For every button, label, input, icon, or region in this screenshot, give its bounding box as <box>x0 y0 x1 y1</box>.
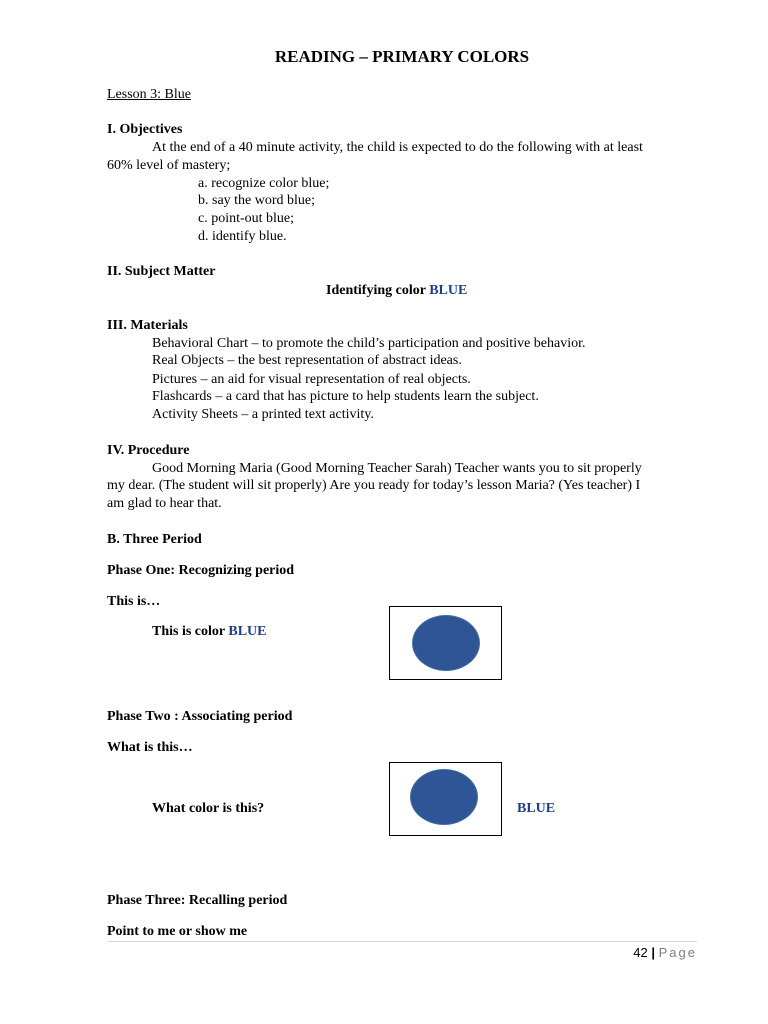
material-item: Activity Sheets – a printed text activity. <box>152 407 374 422</box>
material-item: Flashcards – a card that has picture to help students learn the subject. <box>152 389 539 404</box>
subject-matter-heading: II. Subject Matter <box>107 264 216 279</box>
objective-item: c. point-out blue; <box>198 211 295 226</box>
phase-two-heading: Phase Two : Associating period <box>107 709 293 724</box>
subject-matter-color: BLUE <box>429 283 468 298</box>
procedure-line3: am glad to hear that. <box>107 496 222 511</box>
phase-two-question: What color is this? <box>152 801 265 816</box>
objectives-intro-line2: 60% level of mastery; <box>107 158 231 173</box>
lesson-label: Lesson 3: Blue <box>107 87 191 102</box>
three-period-heading: B. Three Period <box>107 532 202 547</box>
footer-rule <box>107 941 697 942</box>
materials-heading: III. Materials <box>107 318 188 333</box>
phase-three-heading: Phase Three: Recalling period <box>107 893 288 908</box>
phase-one-prefix: This is color <box>152 624 229 639</box>
blue-circle-shape <box>410 769 478 825</box>
objective-item: a. recognize color blue; <box>198 176 330 191</box>
objective-item: b. say the word blue; <box>198 193 316 208</box>
phase-one-heading: Phase One: Recognizing period <box>107 563 295 578</box>
phase-two-prompt: What is this… <box>107 740 193 755</box>
phase-three-prompt: Point to me or show me <box>107 924 248 939</box>
objectives-intro-line1: At the end of a 40 minute activity, the child is expected to do the following with at least <box>152 140 643 155</box>
phase-one-prompt: This is… <box>107 594 161 609</box>
phase-one-line <box>152 623 267 641</box>
material-item: Behavioral Chart – to promote the child’s participation and positive behavior. <box>152 336 586 351</box>
material-item: Pictures – an aid for visual representation of real objects. <box>152 372 471 387</box>
page-number: 42 <box>633 945 648 960</box>
blue-circle-picture-frame <box>389 606 502 680</box>
objective-item: d. identify blue. <box>198 229 287 244</box>
subject-matter-line <box>326 282 467 300</box>
page-footer <box>600 944 697 962</box>
material-item: Real Objects – the best representation of abstract ideas. <box>152 353 462 368</box>
blue-circle-picture-frame <box>389 762 502 836</box>
page-label: Page <box>658 945 697 960</box>
page-separator: | <box>651 945 655 960</box>
phase-one-color: BLUE <box>228 624 267 639</box>
blue-circle-shape <box>412 615 480 671</box>
phase-two-answer: BLUE <box>517 801 556 816</box>
page-title: READING – PRIMARY COLORS <box>274 47 530 66</box>
procedure-line2: my dear. (The student will sit properly) Are you ready for today’s lesson Maria? (Yes teacher) I <box>107 478 641 493</box>
procedure-line1: Good Morning Maria (Good Morning Teacher Sarah) Teacher wants you to sit properly <box>152 461 642 476</box>
procedure-heading: IV. Procedure <box>107 443 190 458</box>
objectives-heading: I. Objectives <box>107 122 183 137</box>
subject-matter-prefix: Identifying color <box>326 283 430 298</box>
